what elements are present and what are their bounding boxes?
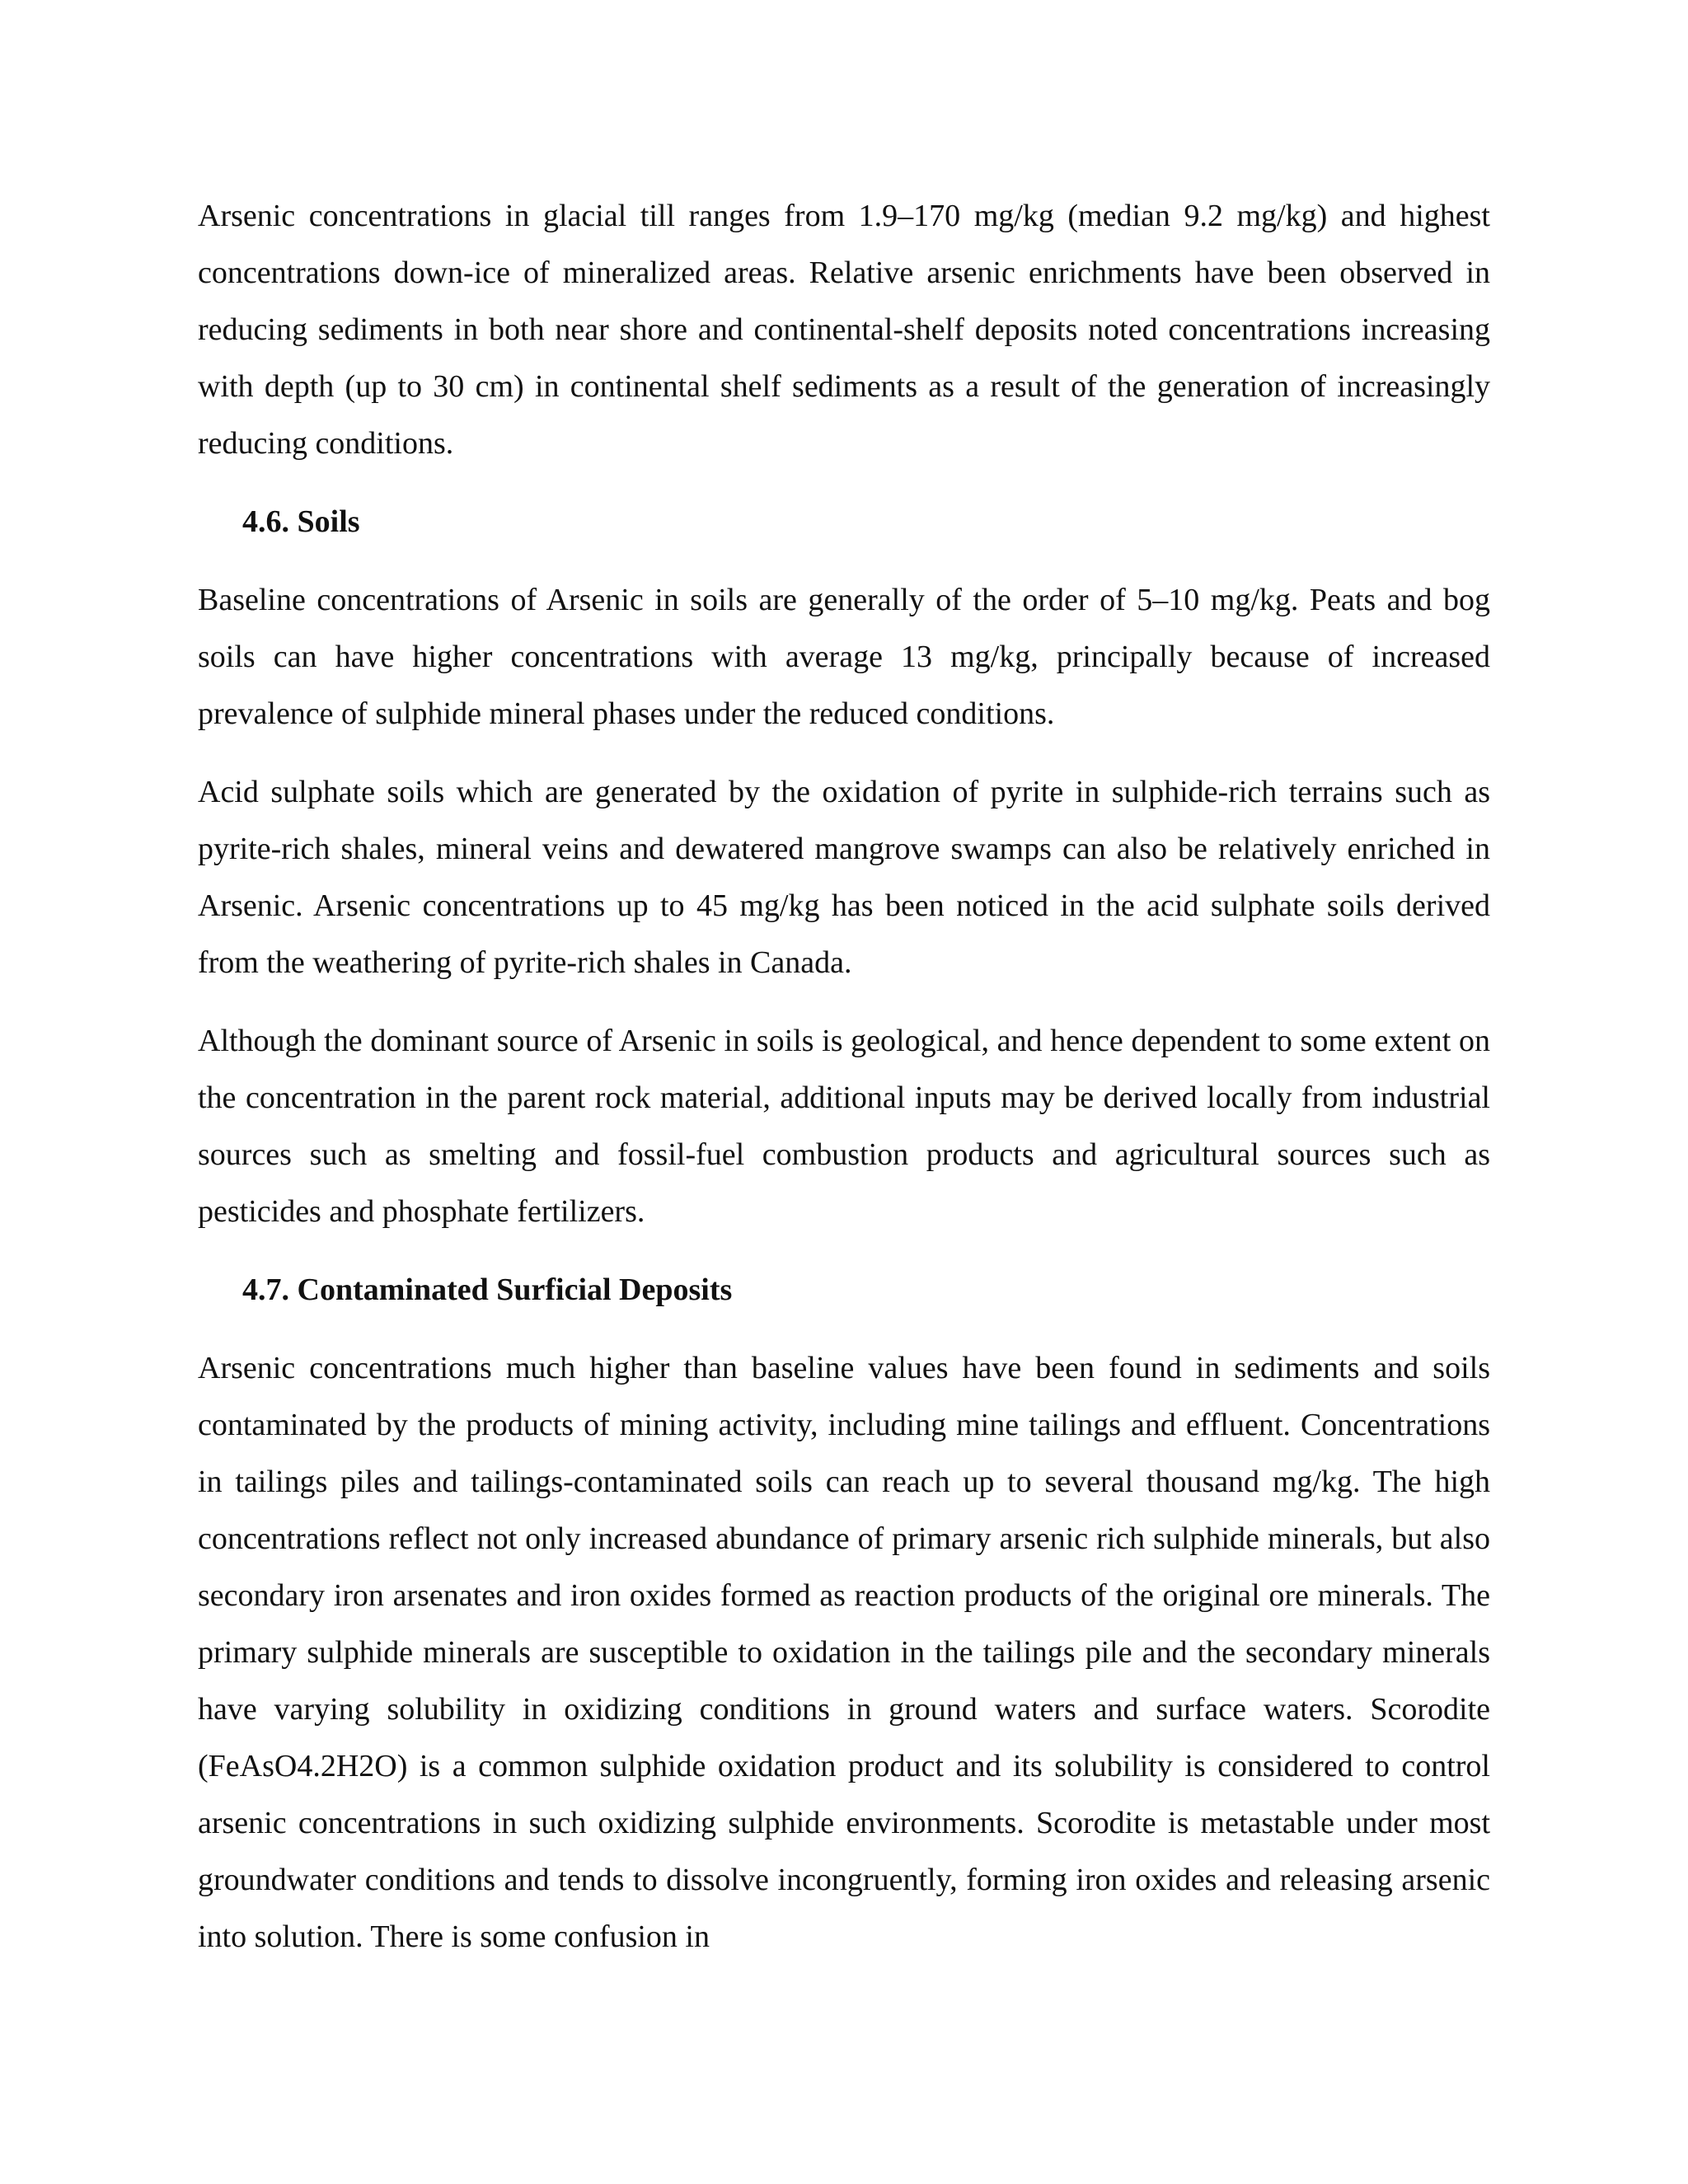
paragraph-mining-contamination: Arsenic concentrations much higher than baseline values have been found in sediments and soils contaminated by the products of mining activity, including mine tailings and effluent. Concentrations in tailings piles and tailings-contaminated soils can reach up to several thousand mg/kg. The high concentrations reflect not only increased abundance of primary arsenic rich sulphide minerals, but also secondary iron arsenates and iron oxides formed as reaction products of the original ore minerals. The primary sulphide minerals are susceptible to oxidation in the tailings pile and the secondary minerals have varying solubility in oxidizing conditions in ground waters and surface waters. Scorodite (FeAsO4.2H2O) is a common sulphide oxidation product and its solubility is considered to control arsenic concentrations in such oxidizing sulphide environments. Scorodite is metastable under most groundwater conditions and tends to dissolve incongruently, forming iron oxides and releasing arsenic into solution. There is some confusion in [198, 1351, 1490, 1954]
paragraph-sources-of-arsenic: Although the dominant source of Arsenic in soils is geological, and hence dependent to some extent on the concentration in the parent rock material, additional inputs may be derived locally from industrial sources such as smelting and fossil-fuel combustion products and agricultural sources such as pesticides and phosphate fertilizers. [198, 1024, 1490, 1229]
section-heading-soils: 4.6. Soils [242, 504, 360, 539]
paragraph-glacial-till: Arsenic concentrations in glacial till ranges from 1.9–170 mg/kg (median 9.2 mg/kg) and highest concentrations down-ice of mineralized areas. Relative arsenic enrichments have been observed in reducing sediments in both near shore and continental-shelf deposits noted concentrations increasing with depth (up to 30 cm) in continental shelf sediments as a result of the generation of increasingly reducing conditions. [198, 199, 1490, 461]
paragraph-acid-sulphate-soils: Acid sulphate soils which are generated by the oxidation of pyrite in sulphide-rich terrains such as pyrite-rich shales, mineral veins and dewatered mangrove swamps can also be relatively enriched in Arsenic. Arsenic concentrations up to 45 mg/kg has been noticed in the acid sulphate soils derived from the weathering of pyrite-rich shales in Canada. [198, 775, 1490, 980]
paragraph-baseline-soils: Baseline concentrations of Arsenic in soils are generally of the order of 5–10 mg/kg. Peats and bog soils can have higher concentrations with average 13 mg/kg, principally because of increased prevalence of sulphide mineral phases under the reduced conditions. [198, 583, 1490, 731]
document-body [198, 188, 1490, 1987]
section-heading-contaminated-deposits: 4.7. Contaminated Surficial Deposits [242, 1272, 733, 1307]
